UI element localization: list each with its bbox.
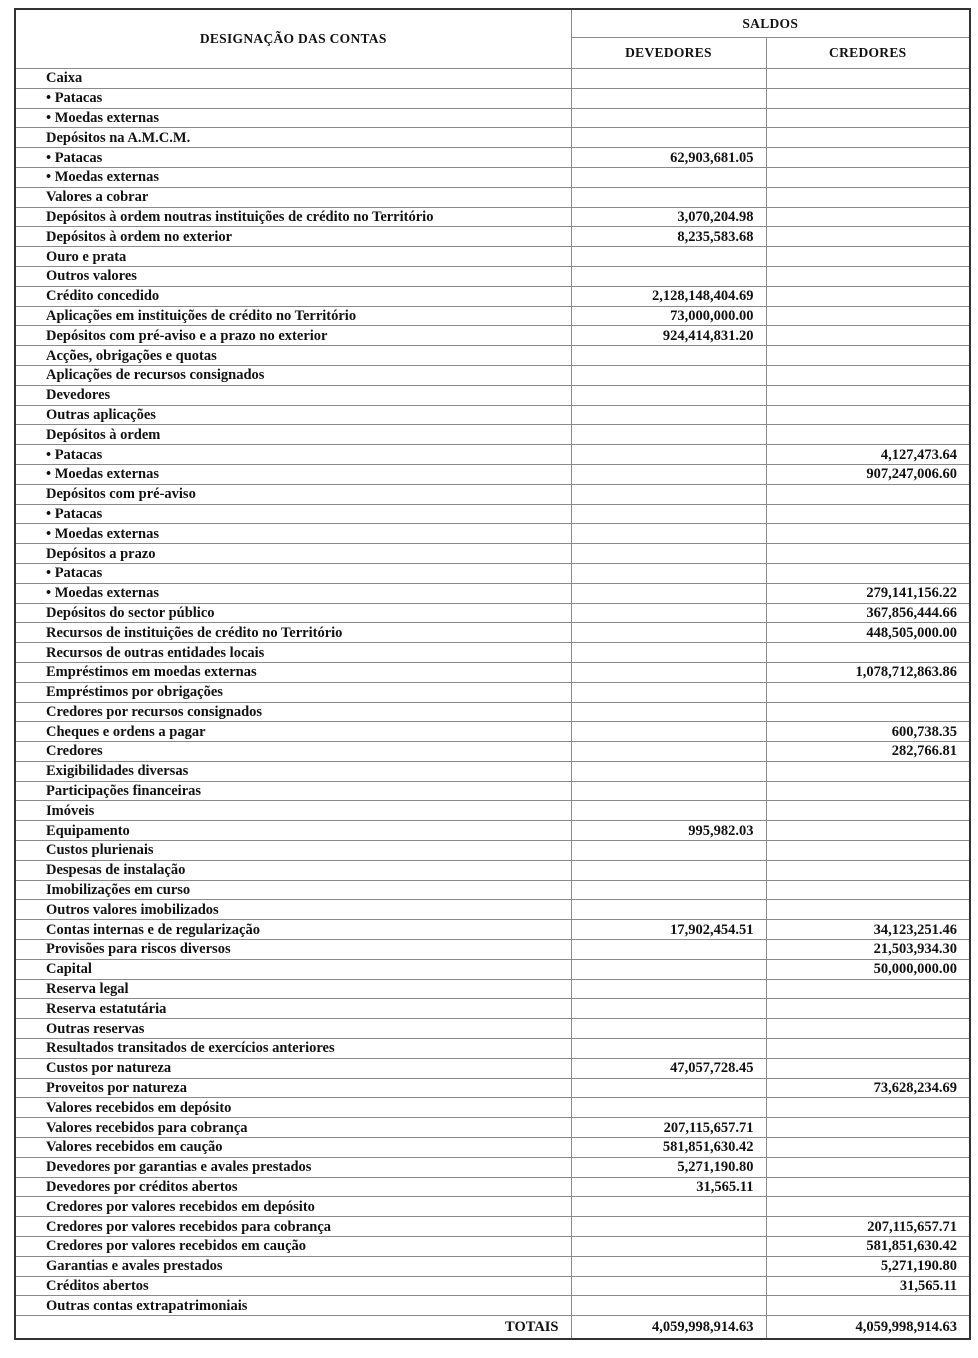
debit-value	[571, 781, 766, 801]
table-row	[15, 148, 970, 168]
debit-value	[571, 1217, 766, 1237]
table-row	[15, 1276, 970, 1296]
table-row	[15, 365, 970, 385]
credit-value	[766, 207, 970, 227]
account-name: Devedores por garantias e avales prestados	[15, 1157, 571, 1177]
debit-value	[571, 504, 766, 524]
account-name: Credores	[15, 742, 571, 762]
account-name: Ouro e prata	[15, 247, 571, 267]
table-row	[15, 821, 970, 841]
credit-value: 907,247,006.60	[766, 464, 970, 484]
credit-value: 21,503,934.30	[766, 940, 970, 960]
table-row	[15, 643, 970, 663]
debit-value	[571, 346, 766, 366]
account-name: • Moedas externas	[15, 524, 571, 544]
table-row	[15, 742, 970, 762]
debit-value	[571, 385, 766, 405]
debit-value	[571, 1276, 766, 1296]
table-row	[15, 1019, 970, 1039]
debit-value: 5,271,190.80	[571, 1157, 766, 1177]
debit-value	[571, 1197, 766, 1217]
table-row	[15, 801, 970, 821]
debit-value	[571, 563, 766, 583]
account-name: Proveitos por natureza	[15, 1078, 571, 1098]
account-name: • Patacas	[15, 148, 571, 168]
credit-value	[766, 385, 970, 405]
debit-value	[571, 167, 766, 187]
debit-value	[571, 108, 766, 128]
credit-value	[766, 266, 970, 286]
credit-value	[766, 247, 970, 267]
debit-value: 62,903,681.05	[571, 148, 766, 168]
debit-value	[571, 247, 766, 267]
debit-value	[571, 860, 766, 880]
credit-value	[766, 781, 970, 801]
account-name: Acções, obrigações e quotas	[15, 346, 571, 366]
debit-value	[571, 959, 766, 979]
table-row	[15, 207, 970, 227]
account-name: Custos por natureza	[15, 1058, 571, 1078]
credit-value	[766, 286, 970, 306]
credit-value	[766, 999, 970, 1019]
debit-value	[571, 524, 766, 544]
account-name: Depósitos à ordem	[15, 425, 571, 445]
debit-value	[571, 464, 766, 484]
table-row	[15, 1197, 970, 1217]
credit-value	[766, 365, 970, 385]
debit-value	[571, 1019, 766, 1039]
debit-value	[571, 722, 766, 742]
account-name: • Patacas	[15, 504, 571, 524]
account-name: Provisões para riscos diversos	[15, 940, 571, 960]
credit-value: 581,851,630.42	[766, 1237, 970, 1257]
credit-value	[766, 761, 970, 781]
credit-value	[766, 227, 970, 247]
credit-value	[766, 821, 970, 841]
totals-credit: 4,059,998,914.63	[766, 1316, 970, 1340]
account-name: Depósitos do sector público	[15, 603, 571, 623]
credit-value: 367,856,444.66	[766, 603, 970, 623]
debit-value: 17,902,454.51	[571, 920, 766, 940]
credit-value	[766, 702, 970, 722]
table-row	[15, 880, 970, 900]
account-name: Garantias e avales prestados	[15, 1256, 571, 1276]
debit-value	[571, 187, 766, 207]
debit-value	[571, 900, 766, 920]
debit-value	[571, 1098, 766, 1118]
table-row	[15, 286, 970, 306]
debit-value	[571, 702, 766, 722]
credit-value	[766, 128, 970, 148]
credit-value: 5,271,190.80	[766, 1256, 970, 1276]
credit-value	[766, 326, 970, 346]
account-name: Equipamento	[15, 821, 571, 841]
account-name: Credores por valores recebidos para cobrança	[15, 1217, 571, 1237]
table-row	[15, 1078, 970, 1098]
table-row	[15, 1039, 970, 1059]
account-name: Valores recebidos para cobrança	[15, 1118, 571, 1138]
debit-value	[571, 880, 766, 900]
account-name: Outros valores	[15, 266, 571, 286]
table-row	[15, 900, 970, 920]
debit-value: 47,057,728.45	[571, 1058, 766, 1078]
table-row	[15, 247, 970, 267]
credit-value	[766, 1157, 970, 1177]
account-name: Despesas de instalação	[15, 860, 571, 880]
credit-value	[766, 544, 970, 564]
debit-value	[571, 999, 766, 1019]
table-row	[15, 761, 970, 781]
debit-value	[571, 1078, 766, 1098]
debit-value: 2,128,148,404.69	[571, 286, 766, 306]
credit-value: 73,628,234.69	[766, 1078, 970, 1098]
account-name: Custos plurienais	[15, 841, 571, 861]
credit-value	[766, 108, 970, 128]
debit-value	[571, 940, 766, 960]
debit-value: 995,982.03	[571, 821, 766, 841]
debit-value	[571, 603, 766, 623]
debit-value	[571, 128, 766, 148]
credit-value: 31,565.11	[766, 1276, 970, 1296]
account-name: Depósitos com pré-aviso	[15, 484, 571, 504]
credit-value: 4,127,473.64	[766, 445, 970, 465]
account-name: Depósitos à ordem no exterior	[15, 227, 571, 247]
account-name: Resultados transitados de exercícios anteriores	[15, 1039, 571, 1059]
credit-value	[766, 346, 970, 366]
table-row	[15, 425, 970, 445]
account-name: Valores recebidos em depósito	[15, 1098, 571, 1118]
debit-value	[571, 761, 766, 781]
debit-value: 581,851,630.42	[571, 1138, 766, 1158]
debit-value: 3,070,204.98	[571, 207, 766, 227]
debit-value	[571, 365, 766, 385]
account-name: Depósitos à ordem noutras instituições de crédito no Território	[15, 207, 571, 227]
table-row	[15, 959, 970, 979]
account-name: Credores por valores recebidos em depósito	[15, 1197, 571, 1217]
table-row	[15, 167, 970, 187]
credit-value: 1,078,712,863.86	[766, 662, 970, 682]
table-row	[15, 682, 970, 702]
account-name: • Moedas externas	[15, 167, 571, 187]
credit-value	[766, 425, 970, 445]
table-row	[15, 781, 970, 801]
debit-value	[571, 1296, 766, 1316]
table-row	[15, 1177, 970, 1197]
table-row	[15, 346, 970, 366]
credit-value: 207,115,657.71	[766, 1217, 970, 1237]
credit-header: CREDORES	[766, 38, 970, 69]
debit-value	[571, 445, 766, 465]
credit-value: 600,738.35	[766, 722, 970, 742]
table-row	[15, 702, 970, 722]
table-row	[15, 385, 970, 405]
credit-value	[766, 1058, 970, 1078]
account-name: Valores recebidos em caução	[15, 1138, 571, 1158]
account-name: • Moedas externas	[15, 464, 571, 484]
debit-value	[571, 643, 766, 663]
credit-value	[766, 504, 970, 524]
credit-value	[766, 1118, 970, 1138]
account-name: Aplicações de recursos consignados	[15, 365, 571, 385]
table-row	[15, 1118, 970, 1138]
account-name: Cheques e ordens a pagar	[15, 722, 571, 742]
table-row	[15, 940, 970, 960]
debit-value	[571, 484, 766, 504]
debit-value	[571, 682, 766, 702]
table-row	[15, 306, 970, 326]
table-row	[15, 1217, 970, 1237]
credit-value	[766, 1039, 970, 1059]
credit-value	[766, 1197, 970, 1217]
credit-value	[766, 1138, 970, 1158]
account-name: Reserva estatutária	[15, 999, 571, 1019]
balances-header: SALDOS	[571, 9, 970, 38]
debit-value	[571, 801, 766, 821]
debit-header: DEVEDORES	[571, 38, 766, 69]
credit-value	[766, 563, 970, 583]
table-row	[15, 841, 970, 861]
account-name: Créditos abertos	[15, 1276, 571, 1296]
table-row	[15, 187, 970, 207]
table-row	[15, 920, 970, 940]
debit-value	[571, 69, 766, 89]
totals-label: TOTAIS	[15, 1316, 571, 1340]
credit-value	[766, 801, 970, 821]
credit-value	[766, 1296, 970, 1316]
credit-value	[766, 187, 970, 207]
account-name: • Patacas	[15, 445, 571, 465]
credit-value	[766, 900, 970, 920]
credit-value	[766, 682, 970, 702]
account-name: Exigibilidades diversas	[15, 761, 571, 781]
account-name: Participações financeiras	[15, 781, 571, 801]
debit-value	[571, 583, 766, 603]
account-name: Recursos de outras entidades locais	[15, 643, 571, 663]
account-name: Valores a cobrar	[15, 187, 571, 207]
account-name: Imobilizações em curso	[15, 880, 571, 900]
debit-value	[571, 544, 766, 564]
account-name: Depósitos na A.M.C.M.	[15, 128, 571, 148]
table-row	[15, 722, 970, 742]
table-row	[15, 583, 970, 603]
table-row	[15, 405, 970, 425]
debit-value: 207,115,657.71	[571, 1118, 766, 1138]
account-name: Crédito concedido	[15, 286, 571, 306]
credit-value: 50,000,000.00	[766, 959, 970, 979]
account-name: • Moedas externas	[15, 108, 571, 128]
table-row	[15, 623, 970, 643]
account-name: Contas internas e de regularização	[15, 920, 571, 940]
table-row	[15, 979, 970, 999]
debit-value: 73,000,000.00	[571, 306, 766, 326]
credit-value	[766, 860, 970, 880]
debit-value	[571, 425, 766, 445]
table-row	[15, 1157, 970, 1177]
table-row	[15, 227, 970, 247]
credit-value	[766, 148, 970, 168]
totals-row	[15, 1316, 970, 1340]
debit-value	[571, 742, 766, 762]
designation-header: DESIGNAÇÃO DAS CONTAS	[15, 9, 571, 69]
table-row	[15, 108, 970, 128]
account-name: Outros valores imobilizados	[15, 900, 571, 920]
table-row	[15, 504, 970, 524]
account-name: • Patacas	[15, 563, 571, 583]
debit-value	[571, 662, 766, 682]
account-name: Aplicações em instituições de crédito no Território	[15, 306, 571, 326]
debit-value	[571, 841, 766, 861]
accounts-table	[14, 8, 971, 1340]
debit-value	[571, 1039, 766, 1059]
credit-value: 34,123,251.46	[766, 920, 970, 940]
account-name: Recursos de instituições de crédito no Território	[15, 623, 571, 643]
credit-value	[766, 1098, 970, 1118]
debit-value	[571, 979, 766, 999]
account-name: Outras reservas	[15, 1019, 571, 1039]
table-row	[15, 1058, 970, 1078]
table-row	[15, 563, 970, 583]
table-row	[15, 88, 970, 108]
account-name: • Patacas	[15, 88, 571, 108]
debit-value	[571, 88, 766, 108]
account-name: Empréstimos por obrigações	[15, 682, 571, 702]
debit-value	[571, 405, 766, 425]
credit-value: 448,505,000.00	[766, 623, 970, 643]
credit-value	[766, 979, 970, 999]
table-row	[15, 524, 970, 544]
credit-value	[766, 306, 970, 326]
credit-value	[766, 1177, 970, 1197]
table-row	[15, 266, 970, 286]
account-name: Capital	[15, 959, 571, 979]
credit-value	[766, 405, 970, 425]
account-name: Empréstimos em moedas externas	[15, 662, 571, 682]
table-row	[15, 603, 970, 623]
table-row	[15, 484, 970, 504]
credit-value	[766, 484, 970, 504]
account-name: Imóveis	[15, 801, 571, 821]
credit-value	[766, 524, 970, 544]
table-row	[15, 326, 970, 346]
table-row	[15, 860, 970, 880]
debit-value: 924,414,831.20	[571, 326, 766, 346]
balance-sheet	[14, 8, 969, 1340]
totals-debit: 4,059,998,914.63	[571, 1316, 766, 1340]
account-name: Outras aplicações	[15, 405, 571, 425]
account-name: Credores por valores recebidos em caução	[15, 1237, 571, 1257]
table-row	[15, 1098, 970, 1118]
account-name: Devedores por créditos abertos	[15, 1177, 571, 1197]
credit-value	[766, 643, 970, 663]
credit-value: 282,766.81	[766, 742, 970, 762]
credit-value	[766, 1019, 970, 1039]
table-row	[15, 662, 970, 682]
table-row	[15, 1256, 970, 1276]
debit-value	[571, 266, 766, 286]
accounts-body	[15, 69, 970, 1316]
account-name: Outras contas extrapatrimoniais	[15, 1296, 571, 1316]
table-row	[15, 128, 970, 148]
debit-value	[571, 1237, 766, 1257]
debit-value: 31,565.11	[571, 1177, 766, 1197]
table-row	[15, 445, 970, 465]
table-row	[15, 544, 970, 564]
table-row	[15, 999, 970, 1019]
debit-value: 8,235,583.68	[571, 227, 766, 247]
credit-value	[766, 88, 970, 108]
account-name: Caixa	[15, 69, 571, 89]
table-row	[15, 1138, 970, 1158]
account-name: Depósitos a prazo	[15, 544, 571, 564]
table-row	[15, 1296, 970, 1316]
table-row	[15, 69, 970, 89]
debit-value	[571, 623, 766, 643]
debit-value	[571, 1256, 766, 1276]
account-name: Devedores	[15, 385, 571, 405]
credit-value	[766, 167, 970, 187]
account-name: Reserva legal	[15, 979, 571, 999]
table-row	[15, 464, 970, 484]
account-name: Credores por recursos consignados	[15, 702, 571, 722]
credit-value	[766, 841, 970, 861]
credit-value: 279,141,156.22	[766, 583, 970, 603]
credit-value	[766, 69, 970, 89]
account-name: Depósitos com pré-aviso e a prazo no exterior	[15, 326, 571, 346]
account-name: • Moedas externas	[15, 583, 571, 603]
credit-value	[766, 880, 970, 900]
table-row	[15, 1237, 970, 1257]
